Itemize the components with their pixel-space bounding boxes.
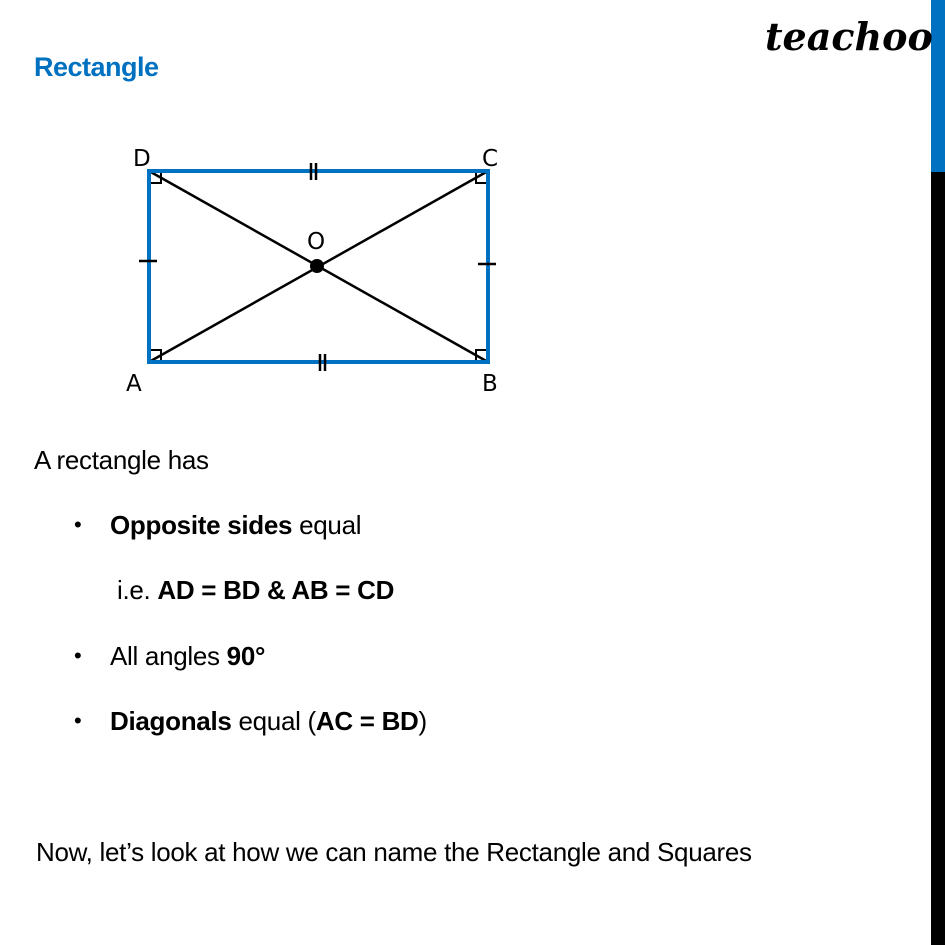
vertex-label-d: D [133, 146, 151, 172]
vertex-label-c: C [482, 146, 499, 172]
bullet-opposite-sides [110, 510, 361, 541]
bullet-post: ) [418, 706, 427, 736]
bullet-mid: equal ( [231, 706, 316, 736]
footer-text: Now, let’s look at how we can name the Rectangle and Squares [36, 837, 752, 867]
bullet-icon: • [74, 643, 82, 668]
center-point-o [310, 259, 324, 273]
bullet-diagonals [110, 706, 427, 737]
vertex-label-a: A [126, 371, 142, 397]
intro-text: A rectangle has [34, 445, 209, 475]
bullet-bold: Opposite sides [110, 510, 293, 540]
bullet-rest: equal [292, 510, 362, 540]
ie-prefix: i.e. [117, 575, 158, 605]
bullet-bold-2: AC = BD [315, 706, 419, 736]
bullet-bold: Diagonals [110, 706, 232, 736]
ie-equation: AD = BD & AB = CD [157, 575, 395, 605]
bullet-icon: • [74, 512, 82, 537]
bullet-icon: • [74, 708, 82, 733]
bullet-all-angles [110, 641, 265, 672]
ie-line [117, 575, 394, 606]
page-title: Rectangle [34, 52, 159, 82]
bullet-bold: 90° [226, 641, 266, 671]
teachoo-logo: teachoo [765, 14, 933, 59]
vertex-label-o: O [307, 229, 326, 255]
vertex-label-b: B [482, 371, 498, 397]
bullet-pre: All angles [110, 641, 227, 671]
